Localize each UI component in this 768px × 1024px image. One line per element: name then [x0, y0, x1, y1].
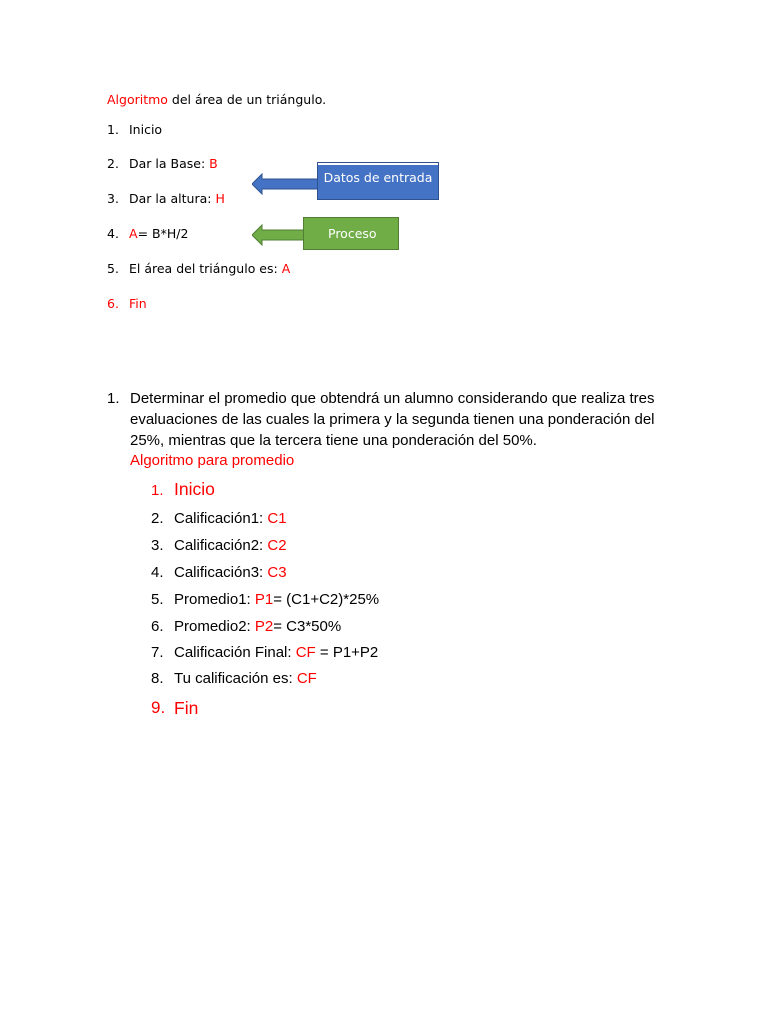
variable: C2	[267, 537, 287, 554]
formula: = P1+P2	[315, 644, 379, 661]
step-label: Calificación3:	[174, 564, 268, 581]
step-text	[129, 261, 290, 276]
process-callout	[304, 218, 398, 249]
list-number: 2.	[151, 510, 164, 527]
variable: A	[129, 226, 138, 241]
step-label: Promedio2:	[174, 618, 255, 635]
callout-label: Datos de entrada	[323, 170, 433, 185]
list-number: 1.	[151, 482, 164, 499]
list-number: 2.	[107, 156, 119, 171]
step-label: Dar la Base:	[129, 156, 210, 171]
variable: A	[281, 261, 291, 276]
step-label: Calificación Final:	[174, 644, 296, 661]
step-text: Fin	[129, 296, 147, 311]
step-text	[174, 591, 379, 608]
step-text	[129, 156, 218, 171]
list-number: 4.	[151, 564, 164, 581]
section1-title	[107, 92, 326, 107]
variable: C1	[267, 510, 287, 527]
step-text	[129, 191, 225, 206]
step-label: Dar la altura:	[129, 191, 216, 206]
variable: C3	[267, 564, 287, 581]
list-number: 5.	[151, 591, 164, 608]
step-text	[174, 537, 287, 554]
step-label: Calificación2:	[174, 537, 268, 554]
problem-number: 1.	[107, 390, 120, 407]
list-number: 5.	[107, 261, 119, 276]
title-keyword: Algoritmo	[107, 92, 168, 107]
step-label: = B*H/2	[137, 226, 189, 241]
list-number: 6.	[151, 618, 164, 635]
step-text	[174, 644, 378, 661]
list-number: 7.	[151, 644, 164, 661]
step-text	[174, 510, 287, 527]
list-number: 9.	[151, 698, 166, 717]
list-number: 3.	[107, 191, 119, 206]
list-number: 8.	[151, 670, 164, 687]
variable: P1	[254, 591, 274, 608]
formula: = (C1+C2)*25%	[273, 591, 380, 608]
callout-label: Proceso	[328, 226, 377, 241]
problem-line: 25%, mientras que la tercera tiene una ponderación del 50%.	[130, 432, 537, 449]
formula: = C3*50%	[273, 618, 342, 635]
step-text	[129, 226, 188, 241]
step-text	[174, 618, 341, 635]
step-label: Tu calificación es:	[174, 670, 297, 687]
variable: B	[209, 156, 218, 171]
list-number: 6.	[107, 296, 119, 311]
step-text	[174, 670, 317, 687]
list-number: 1.	[107, 122, 119, 137]
title-rest: del área de un triángulo.	[167, 92, 327, 107]
variable: P2	[254, 618, 274, 635]
step-text: Inicio	[129, 122, 163, 137]
step-label: El área del triángulo es:	[129, 261, 282, 276]
problem-line: evaluaciones de las cuales la primera y la segunda tienen una ponderación del	[130, 411, 655, 428]
variable: H	[215, 191, 225, 206]
input-data-callout	[318, 163, 438, 199]
problem-line: Determinar el promedio que obtendrá un alumno considerando que realiza tres	[130, 390, 655, 407]
variable: CF	[296, 670, 317, 687]
list-number: 4.	[107, 226, 119, 241]
algorithm-subtitle: Algoritmo para promedio	[130, 452, 295, 469]
variable: CF	[295, 644, 316, 661]
step-label: Calificación1:	[174, 510, 268, 527]
step-text: Fin	[174, 698, 199, 718]
step-label: Promedio1:	[174, 591, 255, 608]
step-text	[174, 564, 287, 581]
step-text: Inicio	[174, 479, 215, 499]
list-number: 3.	[151, 537, 164, 554]
left-arrow-icon	[252, 173, 322, 195]
